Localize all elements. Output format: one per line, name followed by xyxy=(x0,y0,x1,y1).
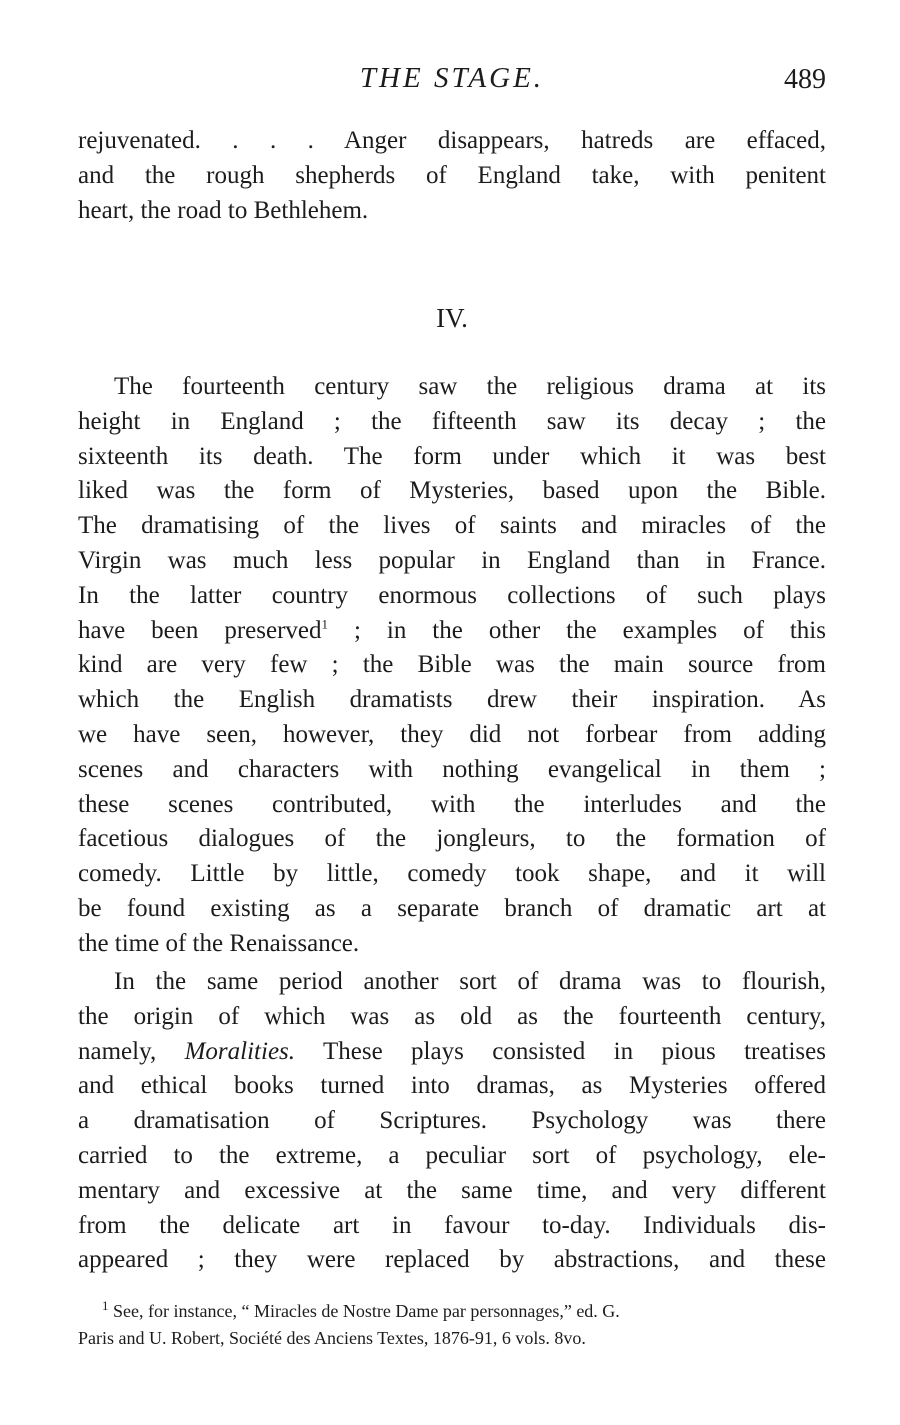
text-line: In the latter country enormous collections of such plays xyxy=(78,581,826,609)
text-line: carried to the extreme, a peculiar sort of psychology, ele- xyxy=(78,1141,826,1169)
text-line: Virgin was much less popular in England than in France. xyxy=(78,546,826,574)
text-line: facetious dialogues of the jongleurs, to the formation of xyxy=(78,825,826,853)
paragraph-moralities xyxy=(78,965,826,1278)
text-line: scenes and characters with nothing evangelical in them ; xyxy=(78,755,826,783)
text-line: mentary and excessive at the same time, and very different xyxy=(78,1176,826,1204)
text-line: we have seen, however, they did not forbear from adding xyxy=(78,720,826,748)
text-line: the origin of which was as old as the fourteenth century, xyxy=(78,1002,826,1030)
text-line: kind are very few ; the Bible was the main source from xyxy=(78,651,826,679)
text-segment: namely, xyxy=(78,1037,185,1065)
text-line: height in England ; the fifteenth saw its decay ; the xyxy=(78,407,826,435)
footnotes xyxy=(78,1298,826,1352)
footnote-marker: 1 xyxy=(102,1298,109,1313)
text-line: and ethical books turned into dramas, as Mysteries offered xyxy=(78,1072,826,1100)
footnote-line: Paris and U. Robert, Société des Anciens Textes, 1876-91, 6 vols. 8vo. xyxy=(78,1328,586,1348)
footnote-line xyxy=(78,1298,826,1325)
text-segment: ; in the other the examples of this xyxy=(328,616,826,644)
page-header xyxy=(78,62,826,102)
page-number: 489 xyxy=(784,64,826,95)
text-line: be found existing as a separate branch of dramatic art at xyxy=(78,894,826,922)
text-line: rejuvenated. . . . Anger disappears, hatreds are effaced, xyxy=(78,127,826,154)
text-line: appeared ; they were replaced by abstractions, and these xyxy=(78,1246,826,1274)
text-segment: have been preserved xyxy=(78,616,322,644)
text-line: these scenes contributed, with the interludes and the xyxy=(78,790,826,818)
text-line: and the rough shepherds of England take, with penitent xyxy=(78,161,826,189)
text-line: from the delicate art in favour to-day. Individuals dis- xyxy=(78,1211,826,1239)
text-line-with-italic xyxy=(78,1035,826,1070)
running-title: THE STAGE. xyxy=(359,62,545,94)
text-line: liked was the form of Mysteries, based upon the Bible. xyxy=(78,477,826,505)
text-line: The dramatising of the lives of saints and miracles of the xyxy=(78,512,826,540)
text-segment: These plays consisted in pious treatises xyxy=(295,1037,826,1065)
text-line: which the English dramatists drew their inspiration. As xyxy=(78,686,826,714)
italic-term: Moralities. xyxy=(184,1037,296,1065)
text-line: sixteenth its death. The form under which it was best xyxy=(78,442,826,470)
paragraph-mysteries xyxy=(78,370,826,962)
text-line: the time of the Renaissance. xyxy=(78,929,360,957)
continued-paragraph xyxy=(78,124,826,228)
footnote-text: See, for instance, “ Miracles de Nostre Dame par personnages,” ed. G. xyxy=(113,1301,620,1321)
text-line-with-footnote xyxy=(78,614,826,649)
footnote-reference[interactable]: 1 xyxy=(321,616,328,632)
text-line: In the same period another sort of drama was to flourish, xyxy=(114,968,826,995)
section-heading: IV. xyxy=(436,303,468,333)
text-line: heart, the road to Bethlehem. xyxy=(78,196,369,224)
text-line: The fourteenth century saw the religious drama at its xyxy=(114,373,826,400)
text-line: comedy. Little by little, comedy took shape, and it will xyxy=(78,860,826,888)
text-line: a dramatisation of Scriptures. Psychology was there xyxy=(78,1107,826,1135)
